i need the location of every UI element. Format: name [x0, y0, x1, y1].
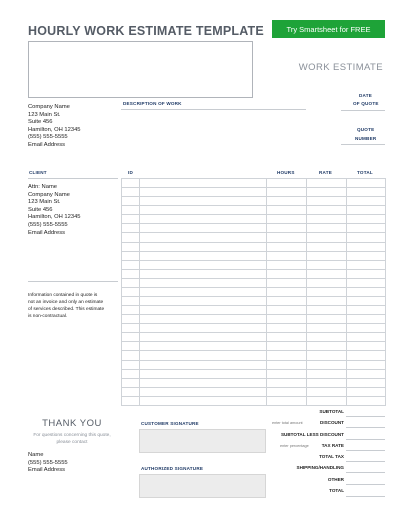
total-cell[interactable] — [347, 233, 386, 242]
table-row — [122, 242, 386, 251]
subtotal-less-discount-label: SUBTOTAL LESS DISCOUNT — [280, 432, 344, 437]
rate-cell[interactable] — [307, 333, 347, 342]
description-cell[interactable] — [140, 342, 267, 351]
description-cell[interactable] — [140, 333, 267, 342]
discount-value[interactable] — [346, 427, 385, 428]
table-row — [122, 387, 386, 396]
rate-cell[interactable] — [307, 269, 347, 278]
table-row — [122, 360, 386, 369]
id-cell[interactable] — [122, 278, 140, 287]
contact-info — [28, 452, 68, 475]
total-cell[interactable] — [347, 342, 386, 351]
description-cell[interactable] — [140, 206, 267, 215]
total-cell[interactable] — [347, 387, 386, 396]
rate-cell[interactable] — [307, 369, 347, 378]
id-cell[interactable] — [122, 396, 140, 405]
rate-cell[interactable] — [307, 324, 347, 333]
client-line: 123 Main St. — [28, 199, 61, 206]
id-cell[interactable] — [122, 206, 140, 215]
company-line: Email Address — [28, 141, 66, 148]
table-row — [122, 188, 386, 197]
total-cell[interactable] — [347, 369, 386, 378]
rate-cell[interactable] — [307, 396, 347, 405]
company-line: 123 Main St. — [28, 111, 61, 118]
description-cell[interactable] — [140, 251, 267, 260]
id-cell[interactable] — [122, 197, 140, 206]
hours-cell[interactable] — [267, 306, 307, 315]
customer-signature-label: CUSTOMER SIGNATURE — [141, 421, 199, 426]
id-cell[interactable] — [122, 369, 140, 378]
hours-cell[interactable] — [267, 342, 307, 351]
total-cell[interactable] — [347, 224, 386, 233]
id-cell[interactable] — [122, 260, 140, 269]
total-cell[interactable] — [347, 306, 386, 315]
thank-you-heading: THANK YOU — [42, 418, 102, 429]
id-cell[interactable] — [122, 387, 140, 396]
table-row — [122, 342, 386, 351]
table-row — [122, 351, 386, 360]
id-cell[interactable] — [122, 269, 140, 278]
table-row — [122, 278, 386, 287]
table-row — [122, 297, 386, 306]
total-cell[interactable] — [347, 206, 386, 215]
try-smartsheet-button[interactable]: Try Smartsheet for FREE — [272, 20, 385, 38]
description-cell[interactable] — [140, 287, 267, 296]
disclaimer — [28, 292, 104, 320]
total-cell[interactable] — [347, 360, 386, 369]
total-cell[interactable] — [347, 179, 386, 188]
description-cell[interactable] — [140, 369, 267, 378]
description-cell[interactable] — [140, 278, 267, 287]
hours-cell[interactable] — [267, 297, 307, 306]
description-cell[interactable] — [140, 188, 267, 197]
id-cell[interactable] — [122, 351, 140, 360]
hours-cell[interactable] — [267, 287, 307, 296]
total-cell[interactable] — [347, 396, 386, 405]
hours-cell[interactable] — [267, 324, 307, 333]
table-row — [122, 306, 386, 315]
id-cell[interactable] — [122, 224, 140, 233]
questions-note — [28, 432, 116, 446]
total-cell[interactable] — [347, 242, 386, 251]
table-row — [122, 396, 386, 405]
total-label: TOTAL — [329, 488, 344, 493]
table-row — [122, 197, 386, 206]
rate-cell[interactable] — [307, 197, 347, 206]
client-line: (555) 555-5555 — [28, 221, 68, 228]
description-cell[interactable] — [140, 378, 267, 387]
total-cell[interactable] — [347, 197, 386, 206]
total-cell[interactable] — [347, 351, 386, 360]
disclaimer-line: is non-contractual. — [28, 314, 68, 319]
total-cell[interactable] — [347, 378, 386, 387]
id-cell[interactable] — [122, 179, 140, 188]
rate-cell[interactable] — [307, 315, 347, 324]
client-line: Suite 456 — [28, 206, 53, 213]
client-line: Attn: Name — [28, 184, 57, 190]
description-cell[interactable] — [140, 260, 267, 269]
contact-line: Name — [28, 452, 44, 458]
description-cell[interactable] — [140, 215, 267, 224]
questions-line: please contact — [56, 440, 88, 445]
description-cell[interactable] — [140, 224, 267, 233]
hours-cell[interactable] — [267, 360, 307, 369]
hours-cell[interactable] — [267, 233, 307, 242]
discount-label: DISCOUNT — [320, 420, 344, 425]
disclaimer-divider — [28, 281, 118, 282]
total-cell[interactable] — [347, 215, 386, 224]
client-line: Company Name — [28, 191, 70, 198]
total-cell[interactable] — [347, 324, 386, 333]
rate-cell[interactable] — [307, 378, 347, 387]
company-info — [28, 104, 81, 150]
logo-placeholder[interactable] — [28, 41, 253, 98]
id-cell[interactable] — [122, 324, 140, 333]
contact-line: Email Address — [28, 467, 66, 474]
table-row — [122, 369, 386, 378]
rate-cell[interactable] — [307, 260, 347, 269]
subtotal-less-discount-value[interactable] — [346, 439, 385, 440]
company-line: Hamilton, OH 12345 — [28, 126, 81, 133]
work-estimate-heading: WORK ESTIMATE — [298, 62, 383, 73]
client-info — [28, 184, 81, 237]
hours-cell[interactable] — [267, 269, 307, 278]
total-cell[interactable] — [347, 251, 386, 260]
rate-cell[interactable] — [307, 297, 347, 306]
table-row — [122, 378, 386, 387]
description-cell[interactable] — [140, 242, 267, 251]
disclaimer-line: Information contained in quote is — [28, 293, 98, 298]
id-cell[interactable] — [122, 188, 140, 197]
total-cell[interactable] — [347, 333, 386, 342]
id-cell[interactable] — [122, 287, 140, 296]
description-cell[interactable] — [140, 387, 267, 396]
subtotal-value[interactable] — [346, 416, 385, 417]
rate-cell[interactable] — [307, 206, 347, 215]
id-cell[interactable] — [122, 333, 140, 342]
hours-cell[interactable] — [267, 387, 307, 396]
rate-cell[interactable] — [307, 278, 347, 287]
total-cell[interactable] — [347, 297, 386, 306]
company-line: Company Name — [28, 104, 70, 110]
total-value[interactable] — [346, 496, 385, 497]
total-cell[interactable] — [347, 315, 386, 324]
other-label: OTHER — [327, 477, 344, 482]
hours-cell[interactable] — [267, 179, 307, 188]
company-line: Suite 456 — [28, 119, 53, 126]
tax-rate-value[interactable] — [346, 450, 385, 451]
id-cell[interactable] — [122, 306, 140, 315]
description-cell[interactable] — [140, 179, 267, 188]
rate-cell[interactable] — [307, 242, 347, 251]
hours-cell[interactable] — [267, 315, 307, 324]
hours-cell[interactable] — [267, 197, 307, 206]
total-column-header: TOTAL — [357, 170, 373, 175]
description-cell[interactable] — [140, 396, 267, 405]
hours-cell[interactable] — [267, 333, 307, 342]
total-cell[interactable] — [347, 278, 386, 287]
hours-column-header: HOURS — [277, 170, 295, 175]
hours-cell[interactable] — [267, 215, 307, 224]
description-cell[interactable] — [140, 360, 267, 369]
table-row — [122, 251, 386, 260]
rate-cell[interactable] — [307, 179, 347, 188]
table-row — [122, 224, 386, 233]
hours-cell[interactable] — [267, 206, 307, 215]
id-cell[interactable] — [122, 215, 140, 224]
date-label: DATE — [359, 93, 372, 98]
description-cell[interactable] — [140, 297, 267, 306]
hours-cell[interactable] — [267, 224, 307, 233]
description-of-work-field[interactable] — [121, 109, 306, 110]
hours-cell[interactable] — [267, 378, 307, 387]
id-cell[interactable] — [122, 242, 140, 251]
description-cell[interactable] — [140, 197, 267, 206]
authorized-signature-label: AUTHORIZED SIGNATURE — [141, 466, 204, 471]
id-cell[interactable] — [122, 297, 140, 306]
disclaimer-line: of services described. This estimate — [28, 307, 105, 312]
tax-rate-label: TAX RATE — [321, 443, 344, 448]
table-row — [122, 315, 386, 324]
id-cell[interactable] — [122, 342, 140, 351]
description-cell[interactable] — [140, 269, 267, 278]
client-line: Email Address — [28, 229, 66, 236]
id-cell[interactable] — [122, 233, 140, 242]
rate-cell[interactable] — [307, 306, 347, 315]
page-title: HOURLY WORK ESTIMATE TEMPLATE — [28, 24, 264, 38]
description-cell[interactable] — [140, 306, 267, 315]
id-cell[interactable] — [122, 251, 140, 260]
description-cell[interactable] — [140, 315, 267, 324]
date-field[interactable] — [341, 110, 385, 111]
hours-cell[interactable] — [267, 396, 307, 405]
contact-line: (555) 555-5555 — [28, 459, 68, 466]
rate-cell[interactable] — [307, 215, 347, 224]
client-line: Hamilton, OH 12345 — [28, 214, 81, 221]
enter-percentage-hint: enter percentage — [280, 444, 309, 448]
id-cell[interactable] — [122, 360, 140, 369]
total-cell[interactable] — [347, 287, 386, 296]
rate-column-header: RATE — [319, 170, 332, 175]
description-of-work-label: DESCRIPTION OF WORK — [123, 101, 182, 106]
line-items-table[interactable] — [121, 178, 386, 406]
questions-line: For questions concerning this quote, — [33, 433, 111, 438]
table-row — [122, 179, 386, 188]
hours-cell[interactable] — [267, 369, 307, 378]
shipping-handling-value[interactable] — [346, 472, 385, 473]
client-label: CLIENT — [29, 170, 47, 175]
rate-cell[interactable] — [307, 224, 347, 233]
table-row — [122, 206, 386, 215]
rate-cell[interactable] — [307, 387, 347, 396]
table-row — [122, 287, 386, 296]
client-divider — [28, 178, 118, 179]
hours-cell[interactable] — [267, 278, 307, 287]
description-cell[interactable] — [140, 233, 267, 242]
table-row — [122, 324, 386, 333]
enter-discount-hint: enter total amount — [272, 421, 303, 425]
description-cell[interactable] — [140, 351, 267, 360]
total-tax-value[interactable] — [346, 461, 385, 462]
id-cell[interactable] — [122, 315, 140, 324]
subtotal-label: SUBTOTAL — [319, 409, 344, 414]
number-label: NUMBER — [355, 136, 377, 141]
hours-cell[interactable] — [267, 251, 307, 260]
rate-cell[interactable] — [307, 342, 347, 351]
total-tax-label: TOTAL TAX — [319, 454, 344, 459]
rate-cell[interactable] — [307, 287, 347, 296]
hours-cell[interactable] — [267, 242, 307, 251]
of-quote-label: OF QUOTE — [353, 101, 379, 106]
description-cell[interactable] — [140, 324, 267, 333]
hours-cell[interactable] — [267, 188, 307, 197]
shipping-handling-label: SHIPPING/HANDLING — [296, 465, 344, 470]
table-row — [122, 333, 386, 342]
quote-number-field[interactable] — [341, 144, 385, 145]
rate-cell[interactable] — [307, 188, 347, 197]
hours-cell[interactable] — [267, 260, 307, 269]
rate-cell[interactable] — [307, 233, 347, 242]
quote-label: QUOTE — [357, 127, 375, 132]
disclaimer-line: not an invoice and only an estimate — [28, 300, 104, 305]
id-column-header: ID — [128, 170, 133, 175]
table-row — [122, 269, 386, 278]
table-row — [122, 215, 386, 224]
table-row — [122, 233, 386, 242]
rate-cell[interactable] — [307, 351, 347, 360]
total-cell[interactable] — [347, 269, 386, 278]
total-cell[interactable] — [347, 188, 386, 197]
rate-cell[interactable] — [307, 251, 347, 260]
company-line: (555) 555-5555 — [28, 134, 68, 141]
hours-cell[interactable] — [267, 351, 307, 360]
other-value[interactable] — [346, 484, 385, 485]
id-cell[interactable] — [122, 378, 140, 387]
total-cell[interactable] — [347, 260, 386, 269]
table-row — [122, 260, 386, 269]
rate-cell[interactable] — [307, 360, 347, 369]
